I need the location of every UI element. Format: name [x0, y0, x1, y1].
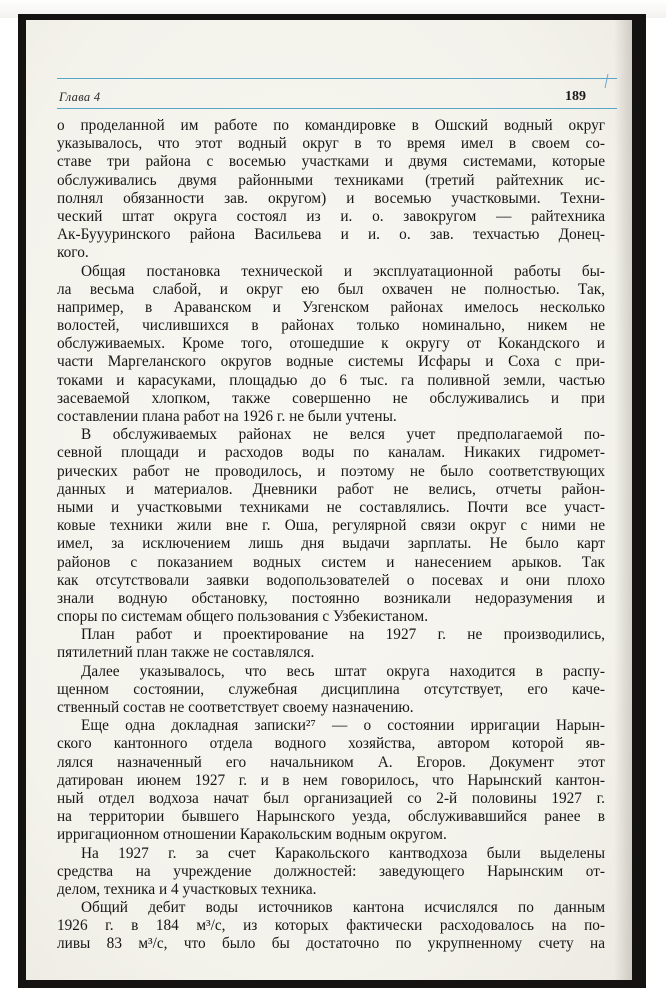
text-line: обслуживаемых. Кроме того, отошедшие к округу от Кокандского и [57, 335, 605, 353]
text-line: На 1927 г. за счет Каракольского кантводхоза были выделены [81, 844, 605, 862]
text-line: Общая постановка технической и эксплуатационной работы бы- [81, 262, 605, 280]
text-line: Ак-Буууринского района Васильева и и. о. зав. техчастью Донец- [57, 226, 605, 244]
text-line: 1926 г. в 184 м³/с, из которых фактически расходовалось на по- [57, 917, 605, 935]
text-line: Общий дебит воды источников кантона исчислялся по данным [81, 899, 605, 917]
text-line: как отсутствовали заявки водопользователей о посевах и они плохо [57, 571, 605, 589]
body-text [57, 117, 605, 954]
text-line: волостей, числившихся в районах только номинально, никем не [57, 317, 605, 335]
text-line: засеваемой хлопком, также совершенно не обслуживались и при [57, 389, 605, 407]
text-line: ными и участковыми техниками не составлялись. Почти все участ- [57, 498, 605, 516]
text-line: делом, техника и 4 участковых техника. [57, 880, 317, 898]
text-line: В обслуживаемых районах не велся учет предполагаемой по- [81, 426, 605, 444]
header-rule-top [57, 78, 617, 79]
text-line: севной площади и расходов воды по каналам. Никаких гидромет- [57, 444, 605, 462]
text-line: части Маргеланского округов водные системы Исфары и Соха с при- [57, 353, 605, 371]
text-line: План работ и проектирование на 1927 г. не производились, [81, 626, 605, 644]
header-rule-bottom [57, 108, 617, 109]
text-line: рических работ не проводилось, и поэтому не было соответствующих [57, 462, 605, 480]
text-line: щенном состоянии, служебная дисциплина отсутствует, его каче- [57, 680, 605, 698]
text-line: кого. [57, 244, 89, 262]
pen-mark [605, 74, 609, 88]
text-line: лялся назначенный его начальником А. Егоров. Документ этот [57, 753, 605, 771]
text-line: датирован июнем 1927 г. и в нем говорилось, что Нарынский кантон- [57, 771, 605, 789]
text-line: ирригационном отношении Каракольским водным округом. [57, 826, 447, 844]
text-line: ставе три района с восемью участками и двумя системами, которые [57, 153, 605, 171]
text-line: ный отдел водхоза начат был организацией со 2-й половины 1927 г. [57, 789, 605, 807]
text-line: данных и материалов. Дневники работ не велись, отчеты район- [57, 480, 605, 498]
text-line: ского кантонного отдела водного хозяйства, автором которой яв- [57, 735, 605, 753]
text-line: о проделанной им работе по командировке в Ошский водный округ [57, 117, 605, 134]
text-line: районов с показанием водных систем и нанесением арыков. Так [57, 553, 605, 571]
text-line: споры по системам общего пользования с Узбекистаном. [57, 608, 429, 626]
text-line: на территории бывшего Нарынского уезда, обслуживавшийся ранее в [57, 808, 605, 826]
running-head-chapter: Глава 4 [59, 90, 101, 104]
text-line: составлении плана работ на 1926 г. не были учтены. [57, 408, 397, 425]
page-number: 189 [565, 89, 586, 104]
text-line: ла весьма слабой, и округ ею был охвачен не полностью. Так, [57, 280, 605, 298]
text-line: средства на учреждение должностей: заведующего Нарынским от- [57, 862, 605, 880]
text-line: токами и карасуками, площадью до 6 тыс. га поливной земли, частью [57, 371, 605, 389]
text-line: указывалось, что этот водный округ в то время имел в своем со- [57, 135, 605, 153]
text-line: обслуживались двумя районными техниками (третий райтехник ис- [57, 171, 605, 189]
text-line: ственный состав не соответствует своему назначению. [57, 699, 414, 716]
text-line: Далее указывалось, что весь штат округа находится в распу- [81, 662, 605, 680]
text-line: Еще одна докладная записки²⁷ — о состоянии ирригации Нарын- [81, 717, 605, 735]
book-page [26, 20, 632, 980]
text-line: например, в Араванском и Узгенском районах имелось несколько [57, 298, 605, 316]
spine-shadow [614, 20, 632, 980]
text-line: имел, за исключением лишь дня выдачи зарплаты. Не было карт [57, 535, 605, 553]
text-line: ливы 83 м³/с, что было бы достаточно по укрупненному счету на [57, 935, 605, 953]
text-line: пятилетний план также не составлялся. [57, 644, 315, 662]
text-line: знали водную обстановку, постоянно возникали недоразумения и [57, 589, 605, 607]
text-line: ческий штат округа состоял из и. о. завокругом — райтехника [57, 207, 605, 225]
text-line: ковые техники жили вне г. Оша, регулярной связи округ с ними не [57, 517, 605, 535]
text-line: полнял обязанности зав. округом) и восемью участковыми. Техни- [57, 189, 605, 207]
